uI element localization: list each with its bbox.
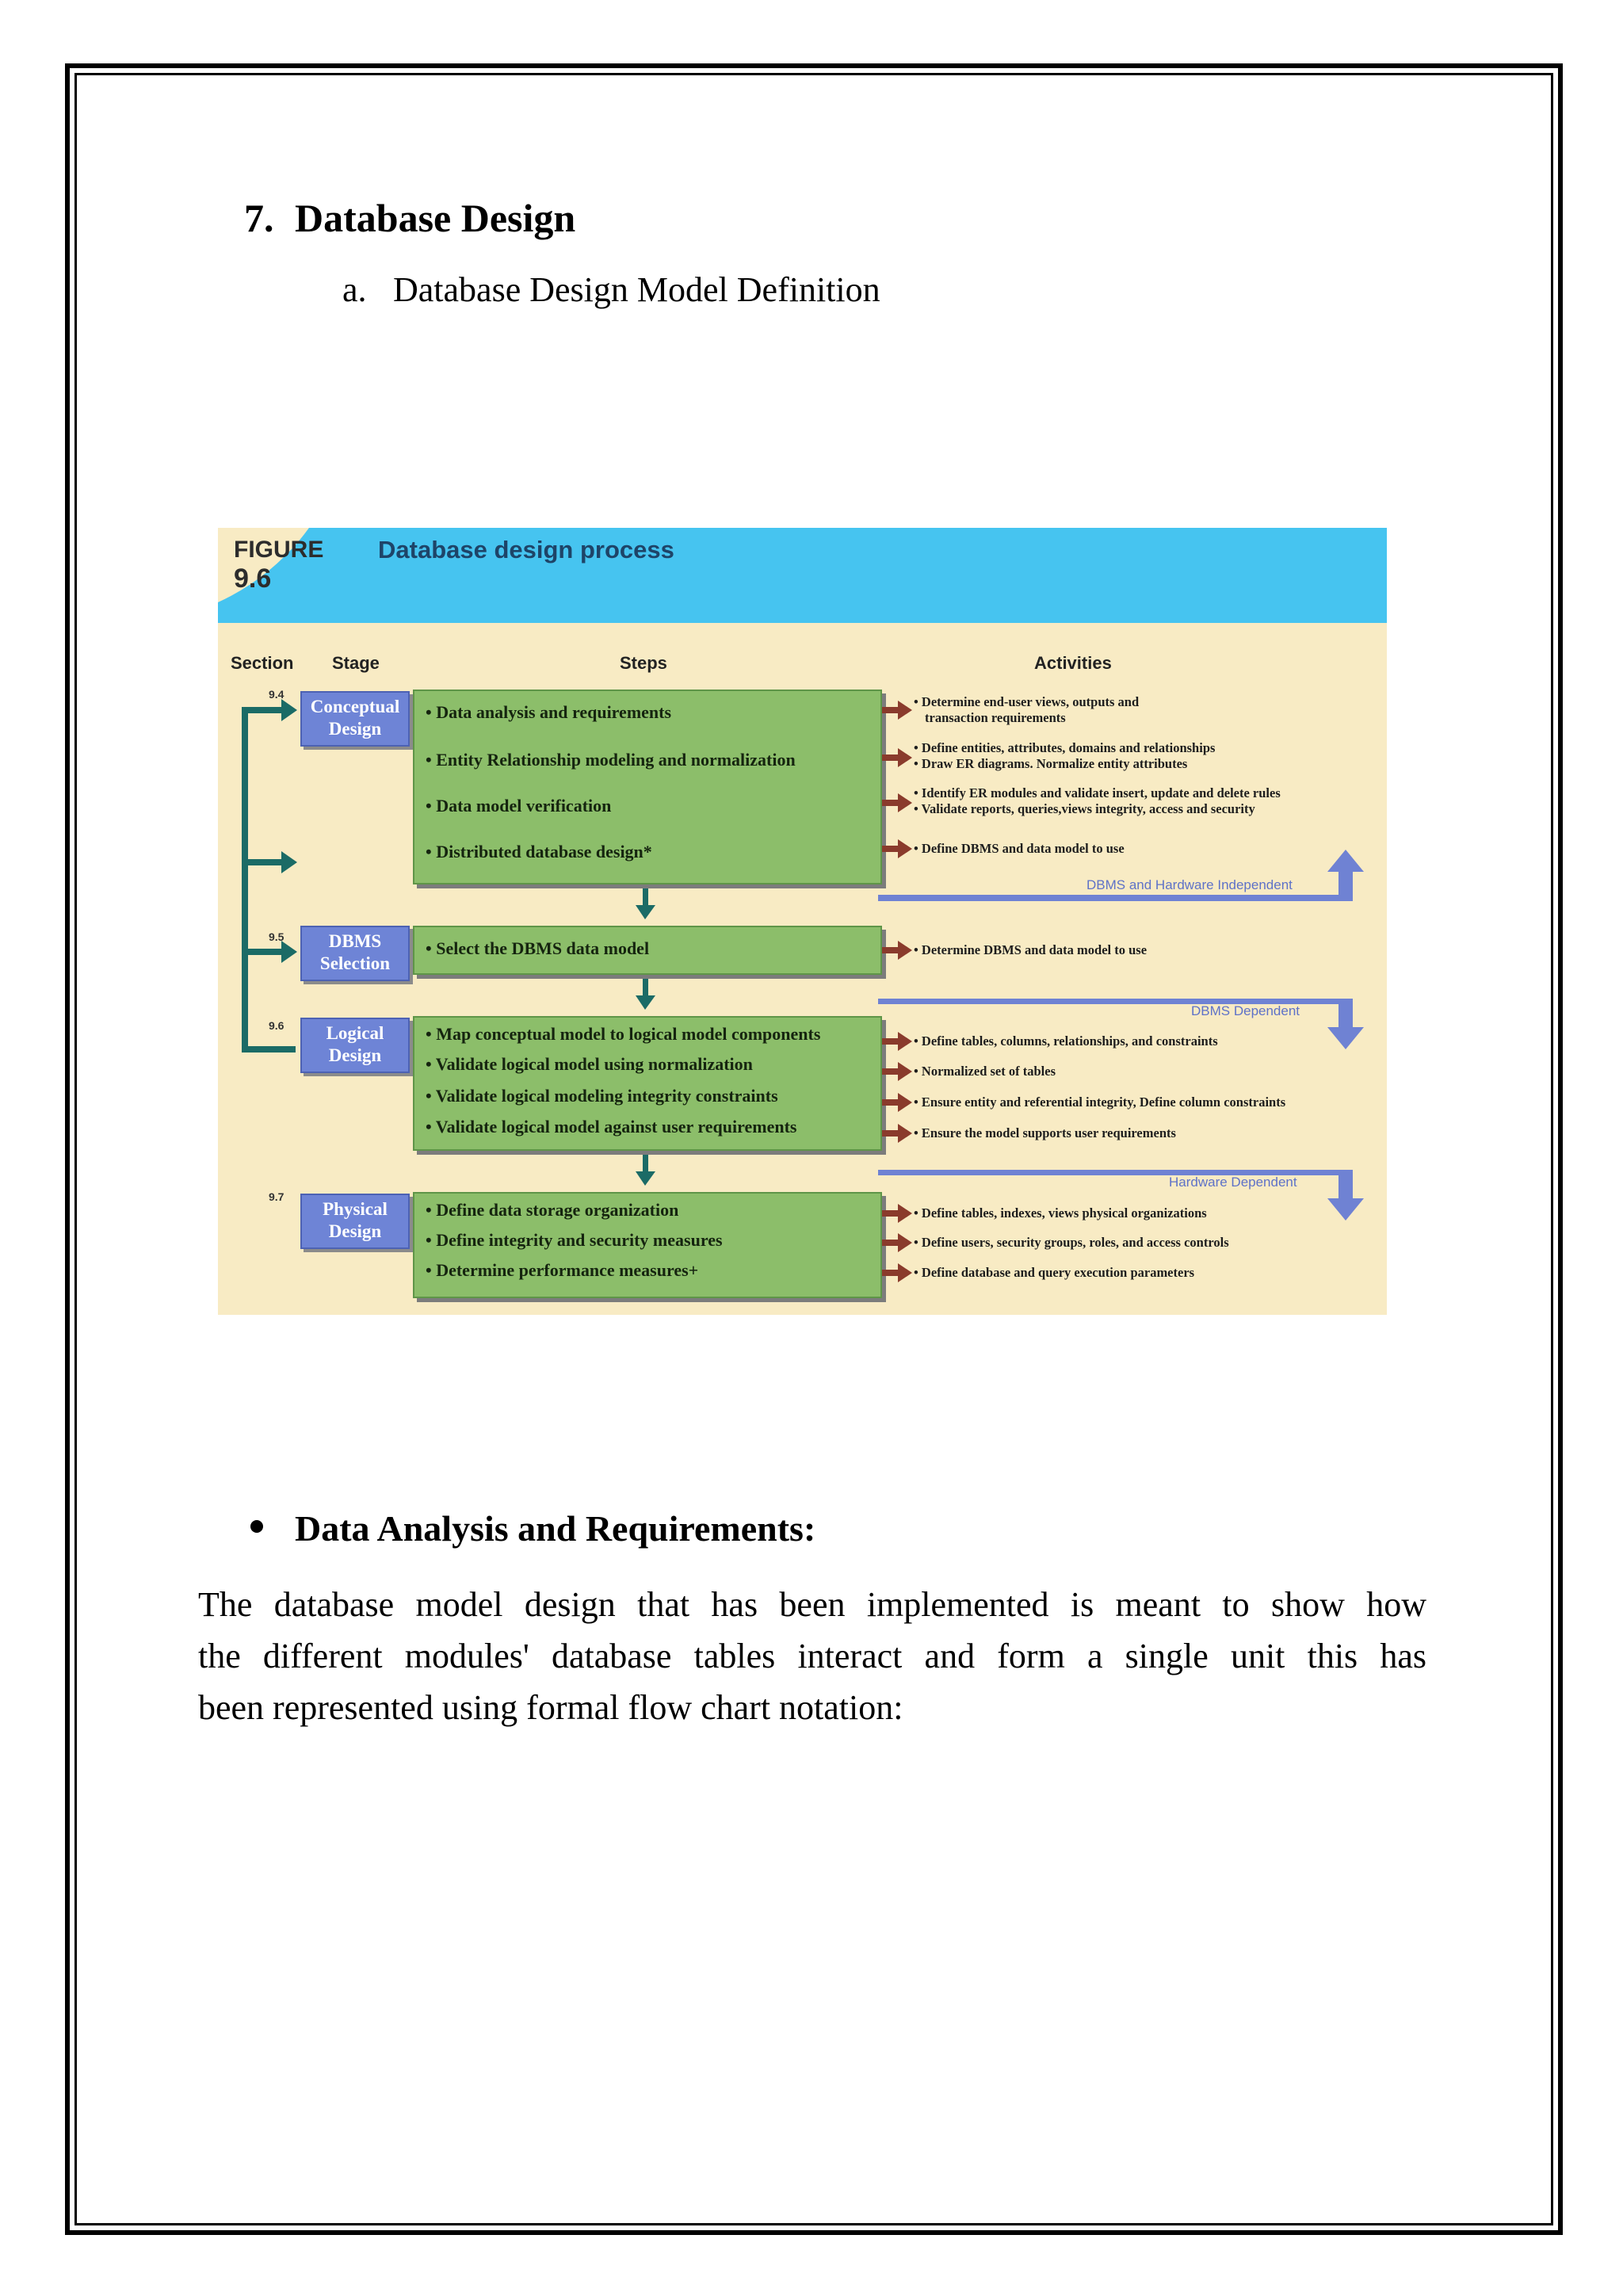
section-number-9-4: 9.4 (269, 688, 285, 701)
section-number-9-6: 9.6 (269, 1019, 285, 1032)
activity-item (914, 1265, 1194, 1281)
activity-line: • Define entities, attributes, domains and relationships (914, 740, 1216, 755)
activity-line: • Determine end-user views, outputs and (914, 694, 1140, 709)
paragraph-line: the different modules' database tables interact and form a single unit this has (198, 1637, 1426, 1675)
step-item: • Select the DBMS data model (426, 938, 650, 958)
column-header-steps: Steps (620, 653, 667, 673)
section-number: 7. (244, 196, 274, 240)
section-title: Database Design (295, 196, 576, 240)
activity-line: • Determine DBMS and data model to use (914, 942, 1148, 957)
activity-item (914, 1125, 1176, 1141)
band-label-independent: DBMS and Hardware Independent (1086, 877, 1293, 892)
activity-item (914, 1095, 1285, 1110)
activity-line: • Define DBMS and data model to use (914, 841, 1125, 856)
activity-line: • Define users, security groups, roles, and access controls (914, 1235, 1229, 1250)
activity-item (914, 1064, 1056, 1079)
activity-arrows (218, 528, 1387, 1315)
activity-item (914, 694, 1139, 726)
column-header-activities: Activities (1034, 653, 1112, 673)
step-item: • Data analysis and requirements (426, 702, 672, 722)
stage-physical-design: Physical Design (300, 1194, 410, 1249)
step-item: • Define integrity and security measures (426, 1230, 723, 1250)
bullet-heading: Data Analysis and Requirements: (295, 1508, 816, 1549)
activity-item (914, 942, 1147, 958)
step-item: • Data model verification (426, 796, 612, 816)
step-item: • Validate logical model against user requirements (426, 1117, 797, 1137)
column-header-section: Section (231, 653, 294, 673)
band-label-hardware-dependent: Hardware Dependent (1169, 1175, 1297, 1190)
activity-line: • Normalized set of tables (914, 1064, 1056, 1079)
activity-line: • Validate reports, queries,views integrity, access and security (914, 801, 1255, 816)
activity-line: transaction requirements (925, 710, 1066, 725)
step-item: • Map conceptual model to logical model components (426, 1024, 821, 1044)
step-item: • Determine performance measures+ (426, 1260, 699, 1280)
section-number-9-7: 9.7 (269, 1190, 285, 1203)
subsection-heading (342, 269, 880, 310)
paragraph-line: been represented using formal flow chart notation: (198, 1688, 903, 1727)
database-design-figure (218, 528, 1387, 1315)
activity-line: • Ensure the model supports user requirements (914, 1125, 1176, 1140)
stage-dbms-selection: DBMS Selection (300, 926, 410, 981)
activity-item (914, 841, 1125, 857)
body-paragraph (198, 1579, 1426, 1733)
activity-item (914, 1235, 1229, 1251)
subsection-letter: a. (342, 270, 367, 309)
step-item: • Define data storage organization (426, 1200, 679, 1220)
bullet-icon (250, 1520, 263, 1533)
section-heading (244, 195, 575, 241)
column-header-stage: Stage (332, 653, 380, 673)
activity-line: • Define tables, columns, relationships, and constraints (914, 1033, 1218, 1049)
activity-item (914, 1033, 1218, 1049)
section-number-9-5: 9.5 (269, 930, 285, 943)
figure-label-word: FIGURE (234, 537, 324, 563)
step-item: • Entity Relationship modeling and normalization (426, 750, 796, 770)
activity-line: • Draw ER diagrams. Normalize entity attributes (914, 756, 1188, 771)
activity-line: • Define tables, indexes, views physical organizations (914, 1205, 1207, 1221)
activity-line: • Ensure entity and referential integrity, Define column constraints (914, 1095, 1286, 1110)
activity-item (914, 785, 1281, 817)
step-item: • Distributed database design* (426, 842, 652, 861)
subsection-title: Database Design Model Definition (393, 270, 880, 309)
stage-conceptual-design: Conceptual Design (300, 691, 410, 747)
step-item: • Validate logical modeling integrity constraints (426, 1086, 778, 1106)
activity-line: • Identify ER modules and validate insert, update and delete rules (914, 785, 1281, 800)
paragraph-line: The database model design that has been implemented is meant to show how (198, 1585, 1426, 1624)
stage-logical-design: Logical Design (300, 1018, 410, 1073)
step-item: • Validate logical model using normalization (426, 1054, 753, 1074)
activity-item (914, 1205, 1207, 1221)
activity-item (914, 740, 1215, 772)
band-label-dbms-dependent: DBMS Dependent (1191, 1003, 1300, 1018)
figure-number: 9.6 (234, 563, 272, 594)
figure-title: Database design process (378, 536, 674, 563)
activity-line: • Define database and query execution parameters (914, 1265, 1195, 1280)
